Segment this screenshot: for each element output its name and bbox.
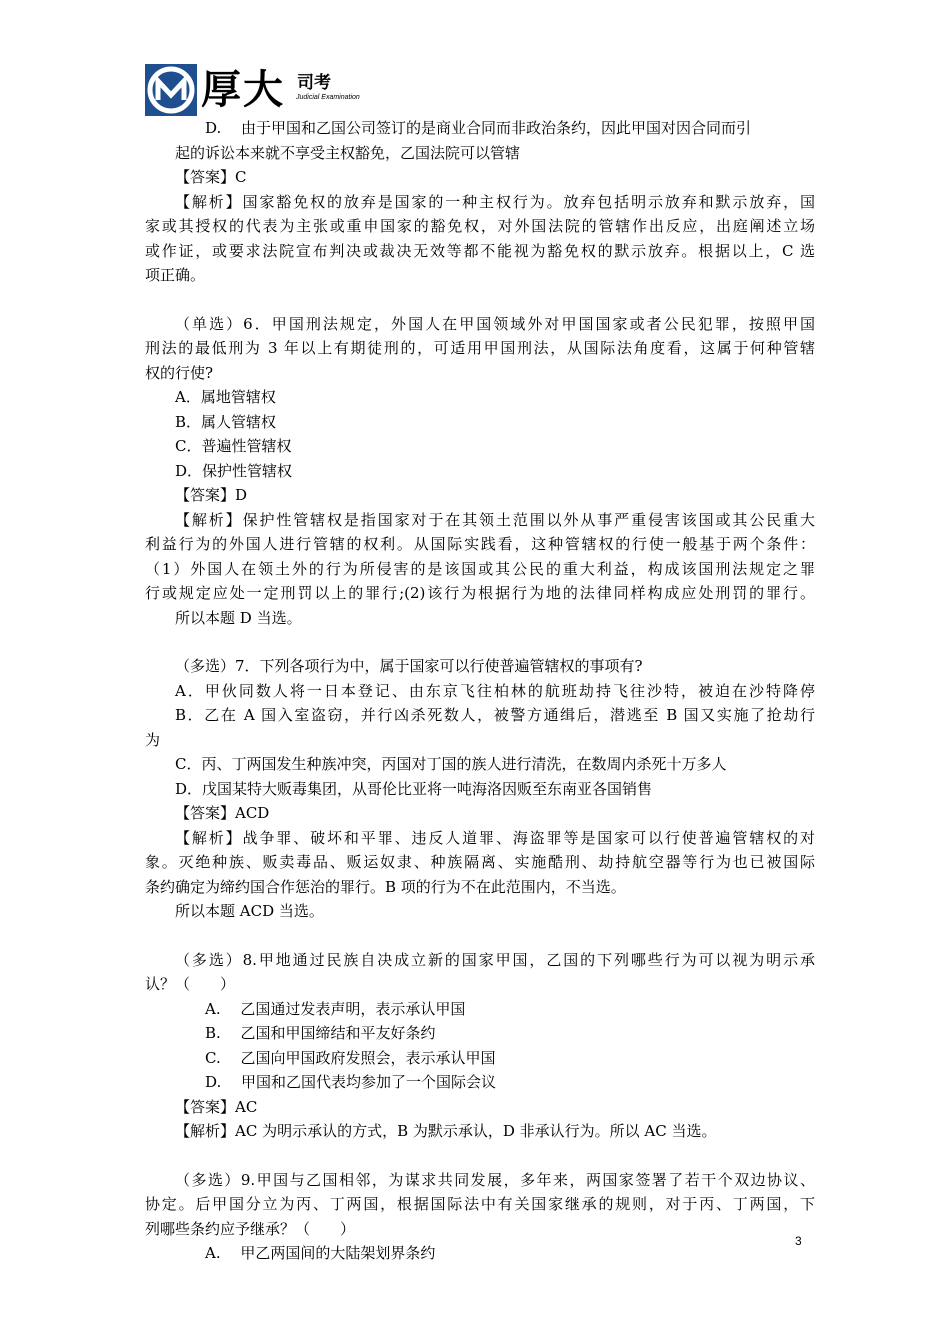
logo-emblem-icon — [145, 64, 197, 116]
option-line: B．属人管辖权 — [175, 412, 277, 431]
text-line: （1）外国人在领土外的行为所侵害的是该国或其公民的重大利益，构成该国刑法规定之罪 — [145, 559, 815, 578]
text-line: 条约确定为缔约国合作惩治的罪行。B 项的行为不在此范围内，不当选。 — [145, 877, 626, 896]
option-line: A. 乙国通过发表声明，表示承认甲国 — [205, 999, 466, 1018]
text-line: 认？（ ） — [145, 975, 236, 993]
option-line: B．乙在 A 国入室盗窃，并行凶杀死数人，被警方通缉后，潜逃至 B 国又实施了抢劫行 — [175, 706, 815, 724]
logo-small-text: 司考 — [297, 73, 331, 93]
answer-line: 【答案】C — [175, 168, 247, 186]
text-line: 协定。后甲国分立为丙、丁两国，根据国际法中有关国家继承的规则，对于丙、丁两国，下 — [145, 1195, 815, 1213]
answer-line: 【答案】ACD — [175, 804, 270, 822]
answer-line: 【答案】AC — [175, 1097, 258, 1116]
option-line: D. 甲国和乙国代表均参加了一个国际会议 — [205, 1073, 497, 1091]
option-line: B. 乙国和甲国缔结和平友好条约 — [205, 1024, 436, 1042]
logo — [145, 64, 360, 116]
option-line: D．保护性管辖权 — [175, 461, 293, 480]
text-line: 家或其授权的代表为主张或重申国家的豁免权，对外国法院的管辖作出反应，出庭阐述立场 — [145, 217, 815, 235]
option-line: C. 乙国向甲国政府发照会，表示承认甲国 — [205, 1048, 496, 1067]
option-line: A．甲伙同数人将一日本登记、由东京飞往柏林的航班劫持飞往沙特，被迫在沙特降停 — [175, 681, 815, 700]
text-line: 刑法的最低刑为 3 年以上有期徒刑的，可适用甲国刑法，从国际法角度看，这属于何种管辖 — [145, 339, 815, 357]
analysis-line: 【解析】战争罪、破坏和平罪、违反人道罪、海盗罪等是国家可以行使普遍管辖权的对 — [175, 828, 815, 847]
text-line: 行或规定应处一定刑罚以上的罪行;(2)该行为根据行为地的法律同样构成应处刑罚的罪行。 — [145, 584, 815, 602]
logo-subtitle: Judicial Examination — [296, 94, 360, 101]
option-line: D．戊国某特大贩毒集团，从哥伦比亚将一吨海洛因贩至东南亚各国销售 — [175, 779, 653, 798]
logo-main-text: 厚大 — [201, 66, 285, 113]
text-line: 项正确。 — [145, 266, 206, 284]
option-line: A. 甲乙两国间的大陆架划界条约 — [205, 1244, 436, 1262]
option-line: C．普遍性管辖权 — [175, 437, 292, 455]
answer-line: 【答案】D — [175, 486, 248, 504]
text-line: 所以本题 ACD 当选。 — [175, 902, 324, 920]
text-line: D. 由于甲国和乙国公司签订的是商业合同而非政治条约，因此甲国对因合同而引 — [205, 119, 752, 137]
text-line: 起的诉讼本来就不享受主权豁免，乙国法院可以管辖 — [175, 143, 521, 162]
question-line: （多选）7．下列各项行为中，属于国家可以行使普遍管辖权的事项有? — [175, 657, 643, 675]
question-line: （多选）9.甲国与乙国相邻，为谋求共同发展，多年来，两国家签署了若干个双边协议、 — [175, 1170, 815, 1189]
analysis-line: 【解析】国家豁免权的放弃是国家的一种主权行为。放弃包括明示放弃和默示放弃，国 — [175, 192, 815, 211]
text-line: 列哪些条约应予继承？（ ） — [145, 1219, 356, 1238]
option-line: A．属地管辖权 — [175, 388, 276, 406]
text-line: 或作证，或要求法院宣布判决或裁决无效等都不能视为豁免权的默示放弃。根据以上，C 选 — [145, 241, 815, 260]
document-body — [145, 116, 815, 1266]
question-line: （单选）6．甲国刑法规定，外国人在甲国领域外对甲国国家或者公民犯罪，按照甲国 — [175, 314, 815, 333]
text-line: 为 — [145, 730, 161, 749]
text-line: 所以本题 D 当选。 — [175, 608, 302, 627]
page-number: 3 — [795, 1234, 802, 1248]
analysis-line: 【解析】AC 为明示承认的方式，B 为默示承认，D 非承认行为。所以 AC 当选。 — [175, 1122, 717, 1140]
text-line: 象。灭绝种族、贩卖毒品、贩运奴隶、种族隔离、实施酷刑、劫持航空器等行为也已被国际 — [145, 853, 815, 871]
analysis-line: 【解析】保护性管辖权是指国家对于在其领土范围以外从事严重侵害该国或其公民重大 — [175, 510, 815, 529]
option-line: C．丙、丁两国发生种族冲突，丙国对丁国的族人进行清洗，在数周内杀死十万多人 — [175, 755, 727, 773]
question-line: （多选）8.甲地通过民族自决成立新的国家甲国，乙国的下列哪些行为可以视为明示承 — [175, 950, 815, 969]
text-line: 利益行为的外国人进行管辖的权利。从国际实践看，这种管辖权的行使一般基于两个条件： — [145, 535, 815, 553]
text-line: 权的行使? — [145, 363, 214, 382]
